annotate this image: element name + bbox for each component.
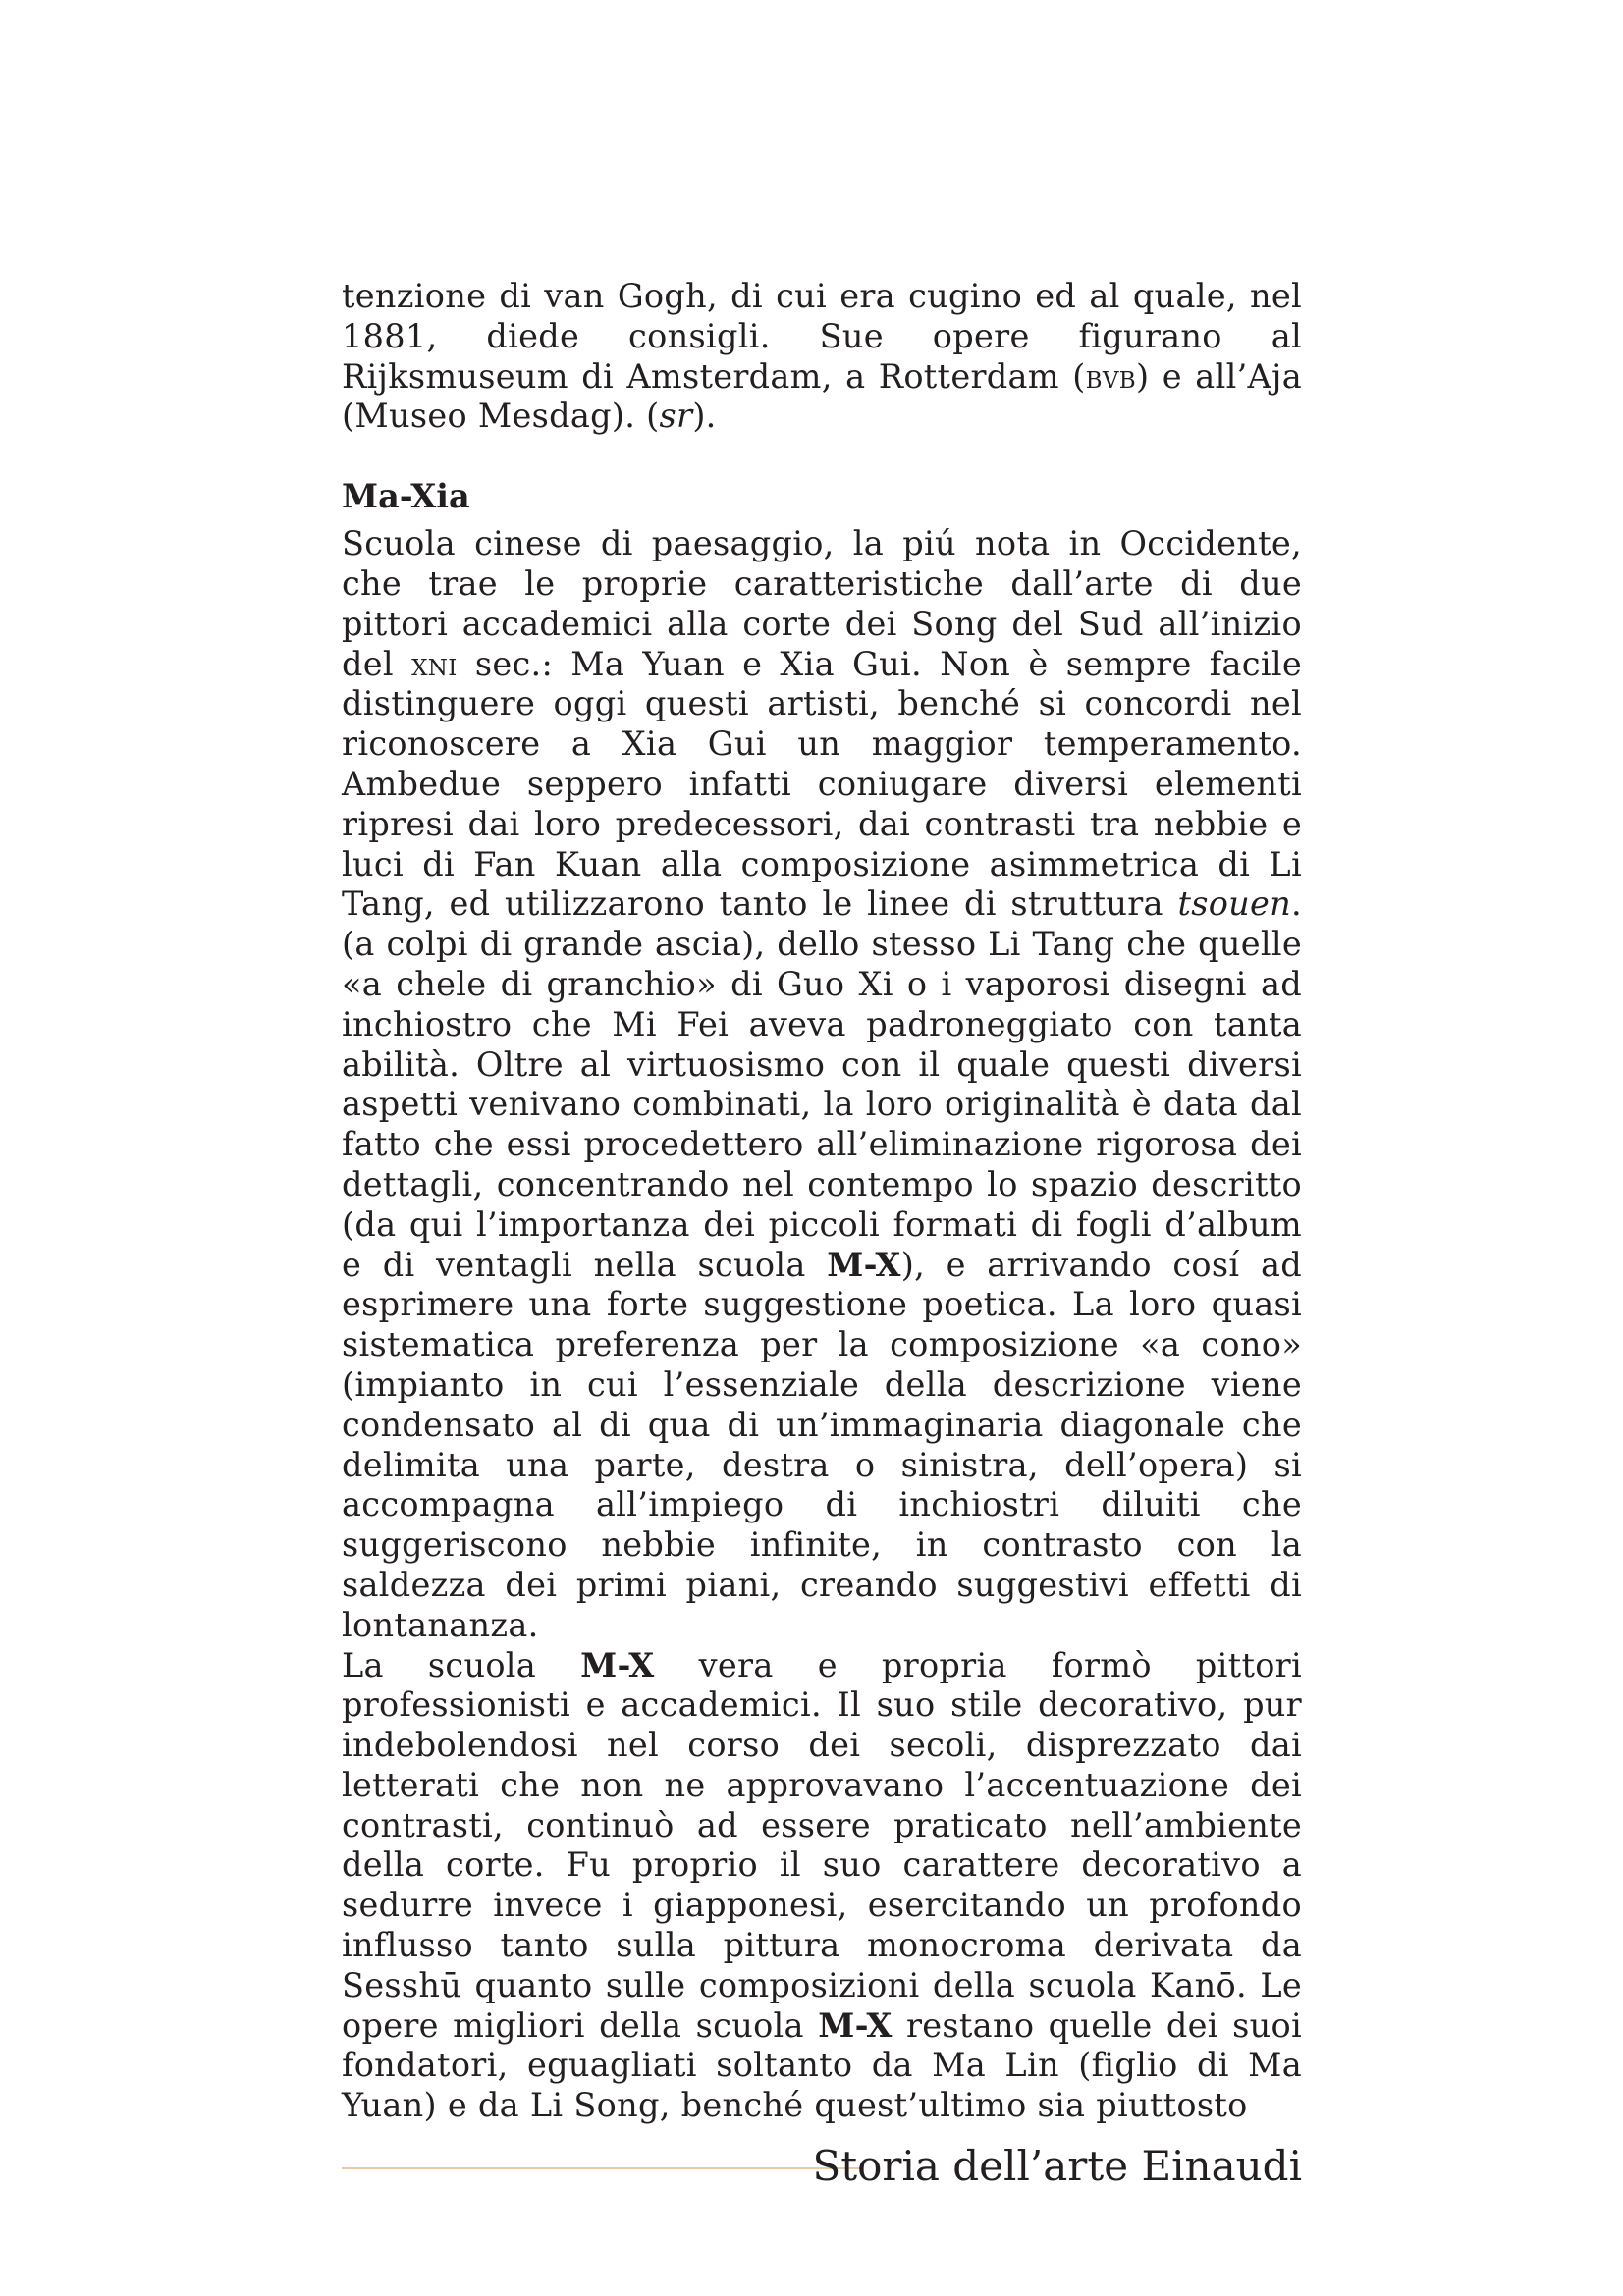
- text-run: restano quelle dei suoi fondatori, eguagliati soltanto da Ma Lin (figlio di Ma Yuan) e da Li Song, benché quest’ultimo sia piuttosto: [342, 2005, 1302, 2125]
- entry-abbreviation: M-X: [580, 1645, 655, 1684]
- abbreviation: bvb: [1085, 356, 1136, 396]
- text-run: Scuola cinese di paesaggio, la piú nota in Occidente, che trae le proprie caratteristiche dall’arte di due pittori accademici alla corte dei Song del Sud all’inizio del: [342, 524, 1302, 683]
- century-numeral: xni: [411, 644, 458, 683]
- text-run: sec.: Ma Yuan e Xia Gui. Non è sempre facile distinguere oggi questi artisti, benché si concordi nel riconoscere a Xia Gui un maggior temperamento. Ambedue seppero infatti coniugare diversi elementi ripresi dai loro predecessori, dai contrasti tra nebbie e luci di Fan Kuan alla composizione asimmetrica di Li Tang, ed utilizzarono tanto le linee di struttura: [342, 644, 1302, 924]
- page-body: [342, 277, 1302, 2126]
- footer-title: Storia dell’arte Einaudi: [812, 2142, 1302, 2190]
- entry-abbreviation: M-X: [818, 2005, 893, 2045]
- author-initials: sr: [659, 397, 693, 436]
- entry-paragraph-1: [342, 524, 1302, 1645]
- entry-title: Ma-Xia: [342, 477, 470, 516]
- entry-paragraph-2: [342, 1646, 1302, 2127]
- text-run: vera e propria formò pittori professionisti e accademici. Il suo stile decorativo, pur indebolendosi nel corso dei secoli, disprezzato dai letterati che non ne approvavano l’accentuazione dei contrasti, continuò ad essere praticato nell’ambiente della corte. Fu proprio il suo carattere decorativo a sedurre invece i giapponesi, esercitando un profondo influsso tanto sulla pittura monocroma derivata da Sesshū quanto sulle composizioni della scuola Kanō. Le opere migliori della scuola: [342, 1645, 1302, 2045]
- text-run: ), e arrivando cosí ad esprimere una forte suggestione poetica. La loro quasi sistematica preferenza per la composizione «a cono» (impianto in cui l’essenziale della descrizione viene condensato al di qua di un’immaginaria diagonale che delimita una parte, destra o sinistra, dell’opera) si accompagna all’impiego di inchiostri diluiti che suggeriscono nebbie infinite, in contrasto con la saldezza dei primi piani, creando suggestivi effetti di lontananza.: [342, 1245, 1302, 1644]
- page-footer: [342, 2138, 1302, 2197]
- italic-term: tsouen: [1177, 884, 1292, 924]
- footer-rule: [342, 2167, 862, 2169]
- text-run: ).: [692, 397, 717, 436]
- text-run: La scuola: [342, 1645, 581, 1684]
- text-run: . (a colpi di grande ascia), dello stesso Li Tang che quelle «a chele di granchio» di Guo Xi o i vaporosi disegni ad inchiostro che Mi Fei aveva padroneggiato con tanta abilità. Oltre al virtuosismo con il quale questi diversi aspetti venivano combinati, la loro originalità è data dal fatto che essi procedettero all’eliminazione rigorosa dei dettagli, concentrando nel contempo lo spazio descritto (da qui l’importanza dei piccoli formati di fogli d’album e di ventagli nella scuola: [342, 884, 1302, 1284]
- entry-abbreviation: M-X: [827, 1245, 901, 1284]
- previous-entry-paragraph: [342, 277, 1302, 437]
- text-run: tenzione di van Gogh, di cui era cugino ed al quale, nel 1881, diede consigli. Sue opere figurano al Rijksmuseum di Amsterdam, a Rotterdam (: [342, 277, 1302, 396]
- text-run: ) e all’Aja (Museo Mesdag). (: [342, 356, 1303, 436]
